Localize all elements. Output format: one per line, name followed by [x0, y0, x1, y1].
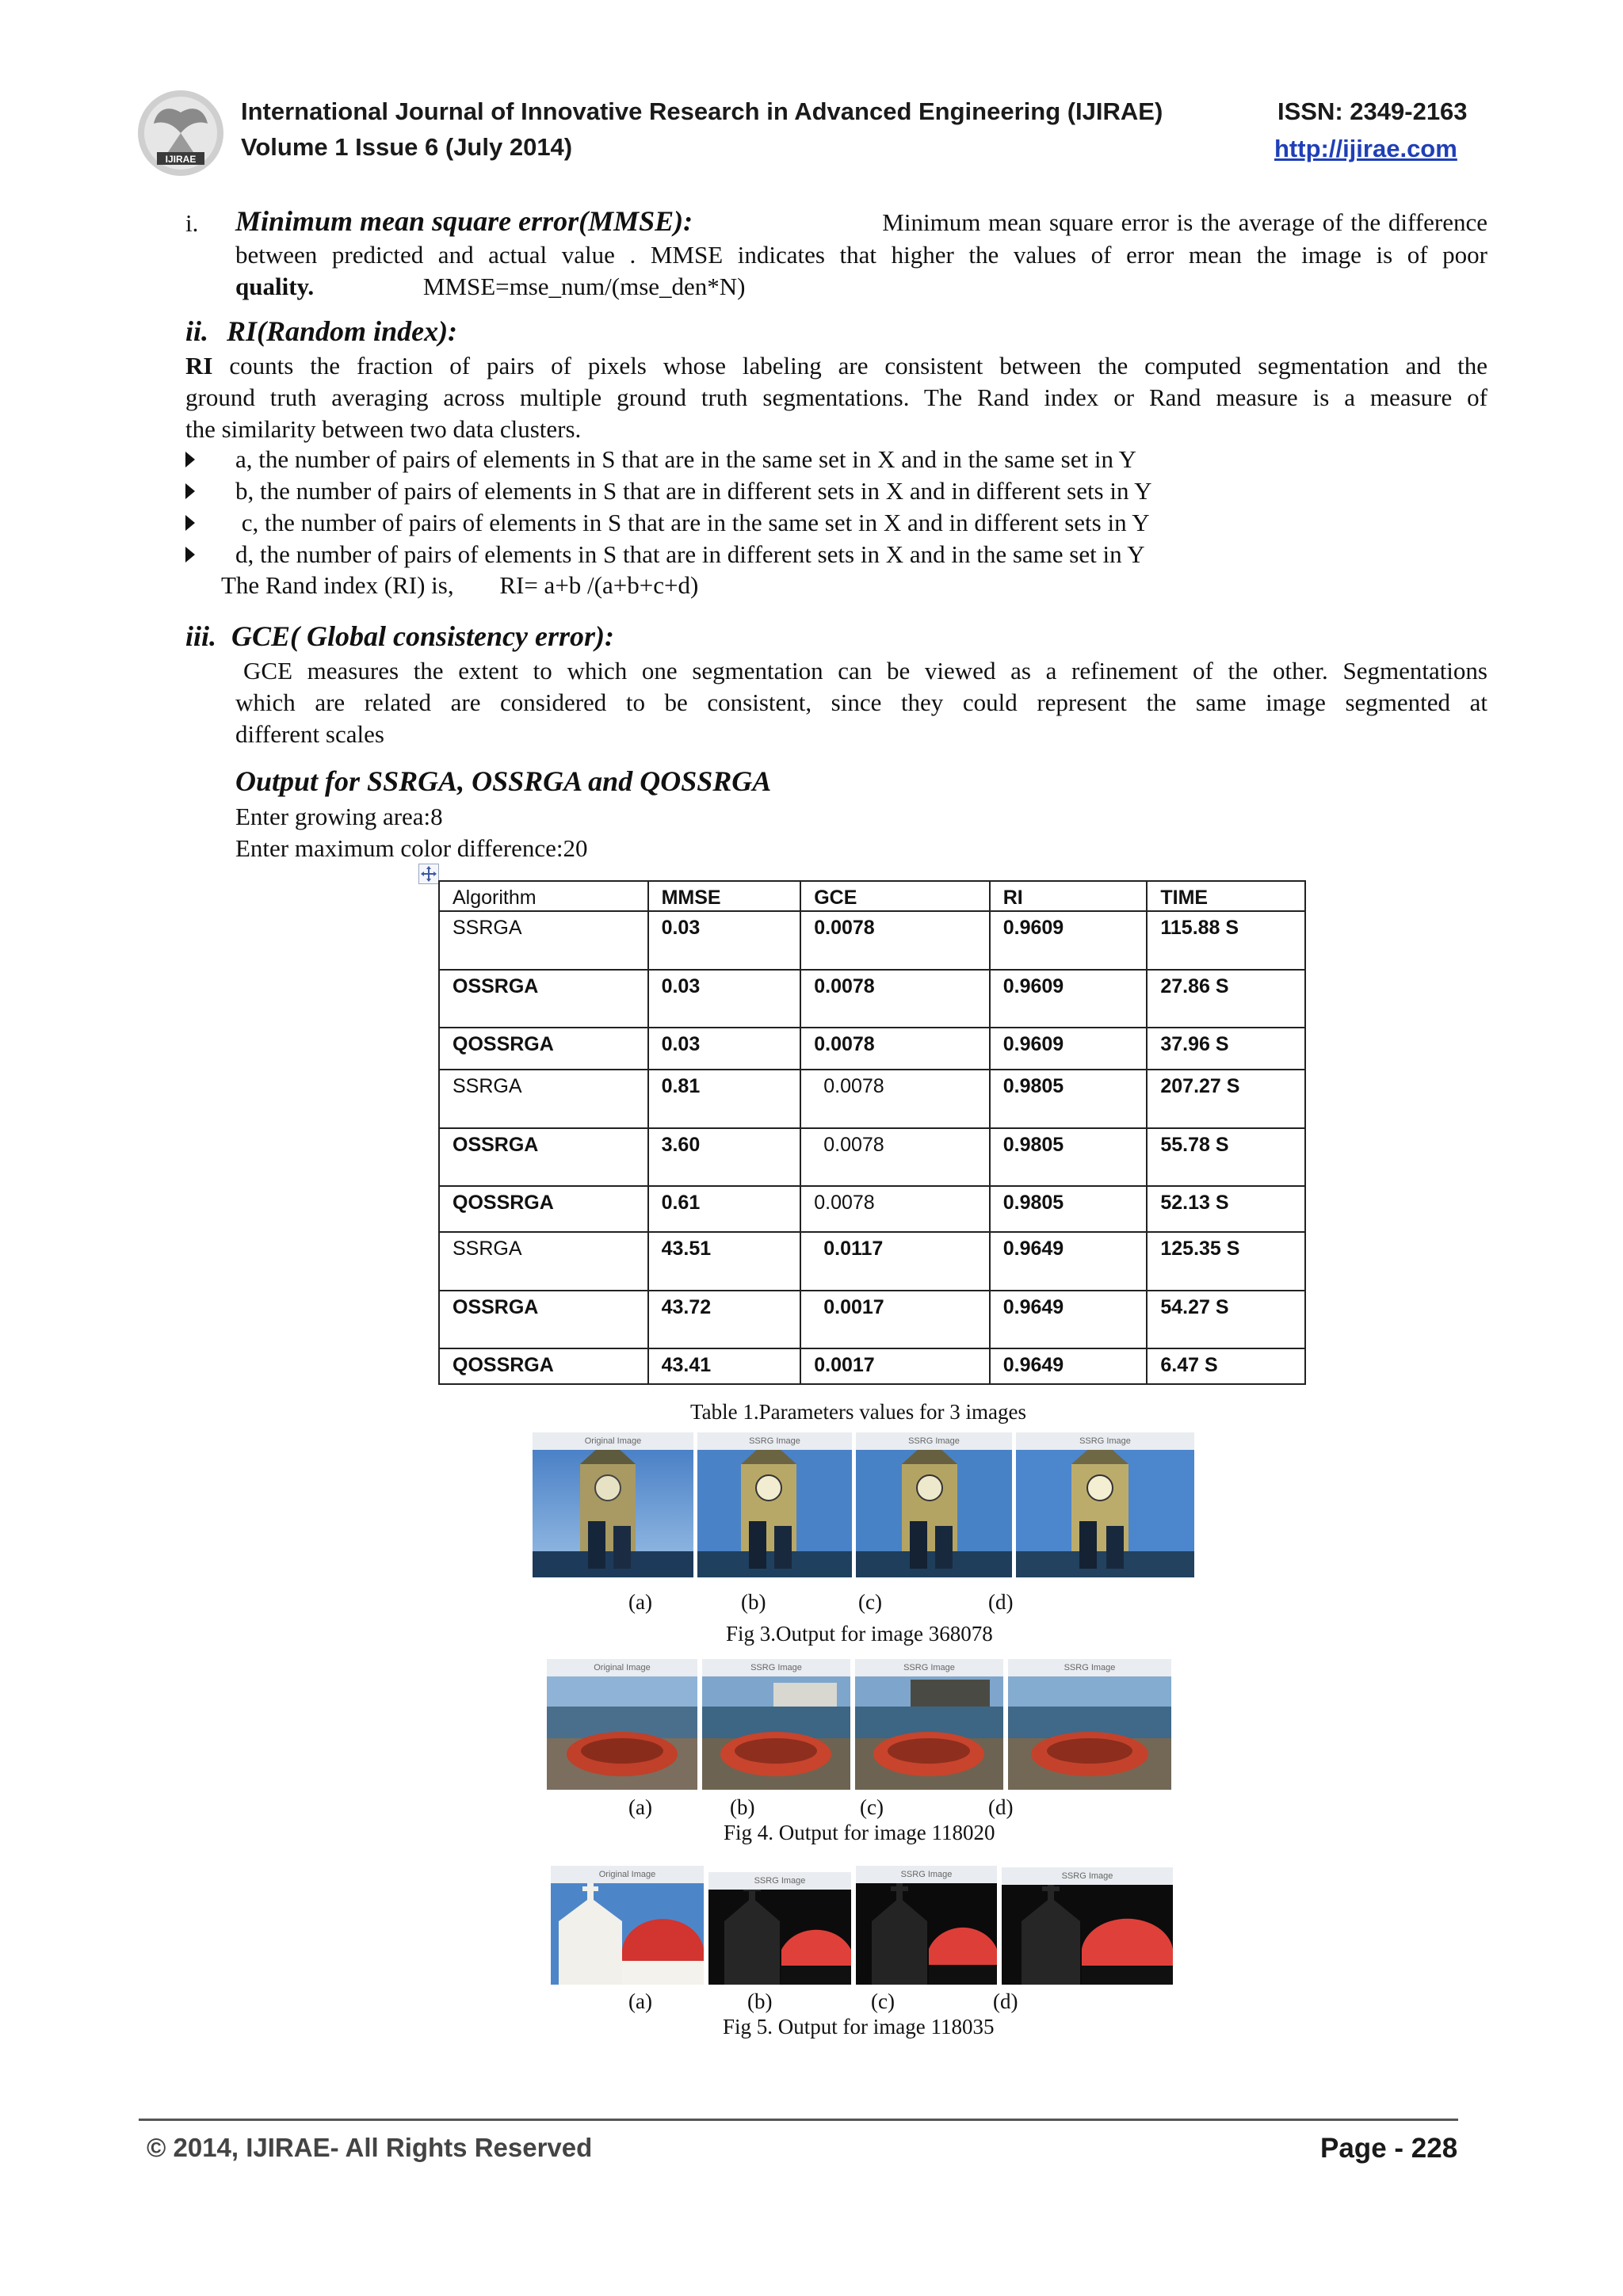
mmse-formula: MMSE=mse_num/(mse_den*N) [422, 273, 746, 300]
fig5-image-d [1002, 1867, 1173, 1985]
cell-ri: 0.9609 [990, 970, 1148, 1028]
bullet-text: a, the number of pairs of elements in S that are in the same set in X and in the same set in Y [235, 445, 1136, 473]
fig5-image-a [551, 1866, 704, 1985]
header-ri: RI [990, 881, 1148, 911]
fig3-image-c [856, 1432, 1012, 1577]
fig5-image-c [856, 1866, 997, 1985]
volume-issue: Volume 1 Issue 6 (July 2014) [241, 133, 573, 161]
cell-algorithm: QOSSRGA [439, 1348, 648, 1384]
fig3-image-b [697, 1432, 852, 1577]
journal-url-link[interactable]: http://ijirae.com [1274, 135, 1457, 162]
fig-label: SSRG Image [1002, 1867, 1173, 1885]
table-row [439, 1070, 1305, 1128]
triangle-bullet-icon [185, 515, 195, 531]
fig-label: SSRG Image [1008, 1659, 1171, 1676]
fig4-label-d: (d) [988, 1795, 1014, 1819]
cell-ri: 0.9805 [990, 1186, 1148, 1232]
cell-gce: 0.0117 [800, 1232, 990, 1291]
triangle-bullet-icon [185, 452, 195, 467]
list-item [185, 507, 1151, 539]
fig4-label-b: (b) [730, 1795, 755, 1819]
section-ii-line1 [185, 350, 1487, 382]
cell-mmse: 43.41 [648, 1348, 801, 1384]
header-gce: GCE [800, 881, 990, 911]
cell-time: 27.86 S [1147, 970, 1305, 1028]
section-ii-line2: ground truth averaging across multiple ground truth segmentations. The Rand index or Rand measure is a measure of [185, 383, 1487, 411]
cell-mmse: 0.03 [648, 970, 801, 1028]
cell-algorithm: SSRGA [439, 1232, 648, 1291]
table-row [439, 970, 1305, 1028]
journal-logo [136, 89, 225, 177]
fig-label: SSRG Image [702, 1659, 850, 1676]
fig4-image-b [702, 1659, 850, 1790]
triangle-bullet-icon [185, 547, 195, 563]
cell-algorithm: QOSSRGA [439, 1028, 648, 1070]
fig-label: SSRG Image [1016, 1432, 1194, 1450]
fig-label: SSRG Image [697, 1432, 852, 1450]
max-color-difference: Enter maximum color difference:20 [235, 834, 588, 862]
fig-label: Original Image [533, 1432, 693, 1450]
cell-algorithm: OSSRGA [439, 1291, 648, 1348]
list-item [185, 444, 1151, 475]
section-ii-title: RI(Random index): [227, 315, 458, 347]
section-i-line2: between predicted and actual value . MMSE indicates that higher the values of error mean the image is of poor [235, 241, 1487, 269]
table-caption: Table 1.Parameters values for 3 images [690, 1400, 1026, 1424]
cell-time: 52.13 S [1147, 1186, 1305, 1232]
fig-label: SSRG Image [856, 1866, 997, 1883]
table-row [439, 1128, 1305, 1186]
table-row [439, 911, 1305, 970]
section-ii-line1-text: counts the fraction of pairs of pixels whose labeling are consistent between the computed segmentation and the [229, 352, 1488, 379]
cell-algorithm: SSRGA [439, 911, 648, 970]
table-row [439, 1232, 1305, 1291]
cell-mmse: 0.61 [648, 1186, 801, 1232]
cell-ri: 0.9649 [990, 1232, 1148, 1291]
footer-page-number: Page - 228 [1320, 2133, 1458, 2164]
section-iii-heading [185, 620, 614, 653]
table-row [439, 1291, 1305, 1348]
fig5-caption: Fig 5. Output for image 118035 [723, 2015, 995, 2039]
header-time: TIME [1147, 881, 1305, 911]
fig-label: Original Image [547, 1659, 697, 1676]
cell-ri: 0.9649 [990, 1291, 1148, 1348]
rand-index-formula: RI= a+b /(a+b+c+d) [499, 571, 699, 599]
issn: ISSN: 2349-2163 [1277, 97, 1468, 125]
cell-time: 6.47 S [1147, 1348, 1305, 1384]
ri-bullet-list [185, 444, 1151, 570]
fig4-panel-row [547, 1659, 1171, 1790]
journal-title: International Journal of Innovative Research in Advanced Engineering (IJIRAE) [241, 97, 1163, 125]
cell-mmse: 43.72 [648, 1291, 801, 1348]
cell-gce: 0.0078 [800, 911, 990, 970]
footer-copyright: © 2014, IJIRAE- All Rights Reserved [147, 2133, 593, 2162]
fig3-label-d: (d) [988, 1590, 1014, 1614]
bullet-text: d, the number of pairs of elements in S that are in different sets in X and in the same set in Y [235, 540, 1145, 568]
cell-ri: 0.9649 [990, 1348, 1148, 1384]
fig-label: Original Image [551, 1866, 704, 1883]
cell-time: 37.96 S [1147, 1028, 1305, 1070]
fig4-image-a [547, 1659, 697, 1790]
cell-mmse: 0.81 [648, 1070, 801, 1128]
bullet-text: c, the number of pairs of elements in S that are in the same set in X and in different sets in Y [235, 509, 1150, 536]
table-row [439, 1348, 1305, 1384]
svg-text:IJIRAE: IJIRAE [165, 154, 197, 165]
section-iii-title: GCE( Global consistency error): [231, 620, 614, 652]
fig3-label-c: (c) [858, 1590, 882, 1614]
fig-label: SSRG Image [856, 1432, 1012, 1450]
fig5-label-d: (d) [993, 1989, 1018, 2013]
section-ii-num: ii. [185, 315, 209, 347]
cell-gce: 0.0017 [800, 1348, 990, 1384]
section-i-line1-text: Minimum mean square error is the average of the difference [882, 208, 1487, 236]
cell-gce: 0.0078 [800, 970, 990, 1028]
table-row [439, 1028, 1305, 1070]
fig5-panel-row [551, 1866, 1173, 1985]
cell-ri: 0.9805 [990, 1070, 1148, 1128]
fig5-image-b [708, 1872, 851, 1985]
cell-gce: 0.0078 [800, 1070, 990, 1128]
cell-time: 207.27 S [1147, 1070, 1305, 1128]
cell-mmse: 0.03 [648, 911, 801, 970]
cell-time: 54.27 S [1147, 1291, 1305, 1348]
section-i-num: i. [185, 209, 199, 237]
cell-ri: 0.9609 [990, 1028, 1148, 1070]
cell-time: 125.35 S [1147, 1232, 1305, 1291]
fig5-label-b: (b) [747, 1989, 773, 2013]
rand-index-label: The Rand index (RI) is, [221, 571, 454, 599]
table-header-row [439, 881, 1305, 911]
cell-algorithm: OSSRGA [439, 1128, 648, 1186]
cell-time: 115.88 S [1147, 911, 1305, 970]
fig3-image-d [1016, 1432, 1194, 1577]
fig5-label-c: (c) [871, 1989, 895, 2013]
footer-divider [139, 2119, 1458, 2121]
fig3-caption: Fig 3.Output for image 368078 [726, 1622, 993, 1646]
cell-ri: 0.9609 [990, 911, 1148, 970]
growing-area: Enter growing area:8 [235, 803, 443, 830]
bullet-text: b, the number of pairs of elements in S that are in different sets in X and in different sets in Y [235, 477, 1152, 505]
fig4-image-d [1008, 1659, 1171, 1790]
cell-algorithm: OSSRGA [439, 970, 648, 1028]
header-mmse: MMSE [648, 881, 801, 911]
fig-label: SSRG Image [855, 1659, 1003, 1676]
triangle-bullet-icon [185, 483, 195, 499]
fig4-label-c: (c) [860, 1795, 884, 1819]
cell-ri: 0.9805 [990, 1128, 1148, 1186]
fig3-label-a: (a) [628, 1590, 652, 1614]
fig4-label-a: (a) [628, 1795, 652, 1819]
cell-time: 55.78 S [1147, 1128, 1305, 1186]
section-i-title: Minimum mean square error(MMSE): [235, 205, 693, 237]
cell-gce: 0.0078 [800, 1186, 990, 1232]
table-move-handle-icon[interactable] [418, 864, 439, 884]
cell-mmse: 3.60 [648, 1128, 801, 1186]
parameters-table [438, 880, 1306, 1385]
section-i-line1 [235, 204, 1487, 238]
section-iii-line1: GCE measures the extent to which one segmentation can be viewed as a refinement of the other. Segmentations [243, 657, 1487, 685]
cell-mmse: 43.51 [648, 1232, 801, 1291]
fig-label: SSRG Image [708, 1872, 851, 1890]
ri-lead: RI [185, 352, 213, 379]
fig4-caption: Fig 4. Output for image 118020 [724, 1821, 995, 1844]
section-iii-num: iii. [185, 620, 217, 652]
cell-gce: 0.0078 [800, 1028, 990, 1070]
fig3-label-b: (b) [741, 1590, 766, 1614]
cell-algorithm: QOSSRGA [439, 1186, 648, 1232]
rand-index-line [221, 570, 698, 601]
fig3-image-a [533, 1432, 693, 1577]
fig4-image-c [855, 1659, 1003, 1790]
cell-gce: 0.0017 [800, 1291, 990, 1348]
section-ii-line3: the similarity between two data clusters. [185, 415, 582, 443]
list-item [185, 539, 1151, 570]
fig3-panel-row [533, 1432, 1194, 1581]
cell-mmse: 0.03 [648, 1028, 801, 1070]
cell-algorithm: SSRGA [439, 1070, 648, 1128]
table-row [439, 1186, 1305, 1232]
section-i-line3 [235, 271, 746, 303]
header-algorithm: Algorithm [439, 881, 648, 911]
section-iii-line2: which are related are considered to be consistent, since they could represent the same image segmented at [235, 688, 1487, 716]
output-title: Output for SSRGA, OSSRGA and QOSSRGA [235, 765, 772, 797]
section-ii-heading [185, 315, 457, 348]
list-item [185, 475, 1151, 507]
fig5-label-a: (a) [628, 1989, 652, 2013]
cell-gce: 0.0078 [800, 1128, 990, 1186]
section-i-quality: quality. [235, 273, 315, 300]
section-iii-line3: different scales [235, 720, 384, 748]
